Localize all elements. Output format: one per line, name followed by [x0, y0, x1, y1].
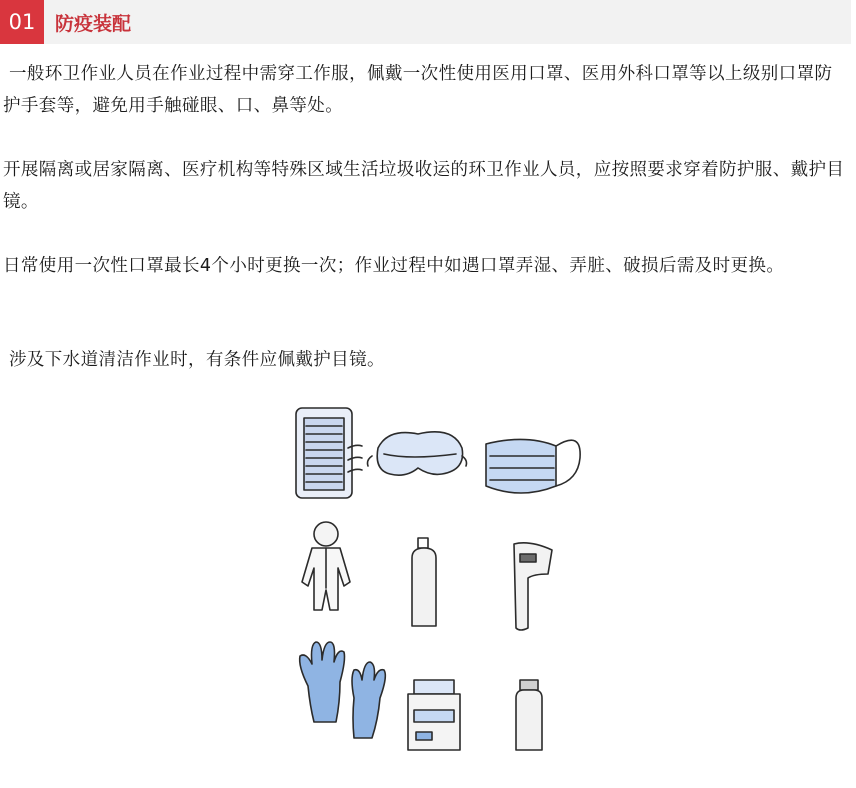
section-title: 防疫装配 [55, 12, 132, 35]
medicine-bottle-icon [516, 680, 542, 750]
paragraph-sewer-cleaning: 涉及下水道清洁作业时，有条件应佩戴护目镜。 [3, 350, 385, 370]
protective-equipment-illustration [286, 398, 608, 784]
thermometer-gun-icon [514, 543, 552, 630]
face-mask-icon [486, 439, 580, 493]
section-number: 01 [0, 0, 44, 44]
air-purifier-icon [296, 408, 362, 498]
protective-suit-icon [302, 522, 350, 610]
section-header [0, 0, 851, 44]
disinfectant-box-icon [408, 680, 460, 750]
paragraph-work-clothes: 一般环卫作业人员在作业过程中需穿工作服，佩戴一次性使用医用口罩、医用外科口罩等以上级别口罩防护手套等，避免用手触碰眼、口、鼻等处。 [3, 64, 833, 116]
spray-bottle-icon [412, 538, 436, 626]
goggles-icon [368, 432, 467, 475]
gloves-icon [300, 642, 386, 738]
paragraph-quarantine-areas: 开展隔离或居家隔离、医疗机构等特殊区域生活垃圾收运的环卫作业人员，应按照要求穿着防护服、戴护目镜。 [3, 160, 845, 212]
paragraph-mask-replacement: 日常使用一次性口罩最长4个小时更换一次；作业过程中如遇口罩弄湿、弄脏、破损后需及时更换。 [3, 256, 785, 276]
